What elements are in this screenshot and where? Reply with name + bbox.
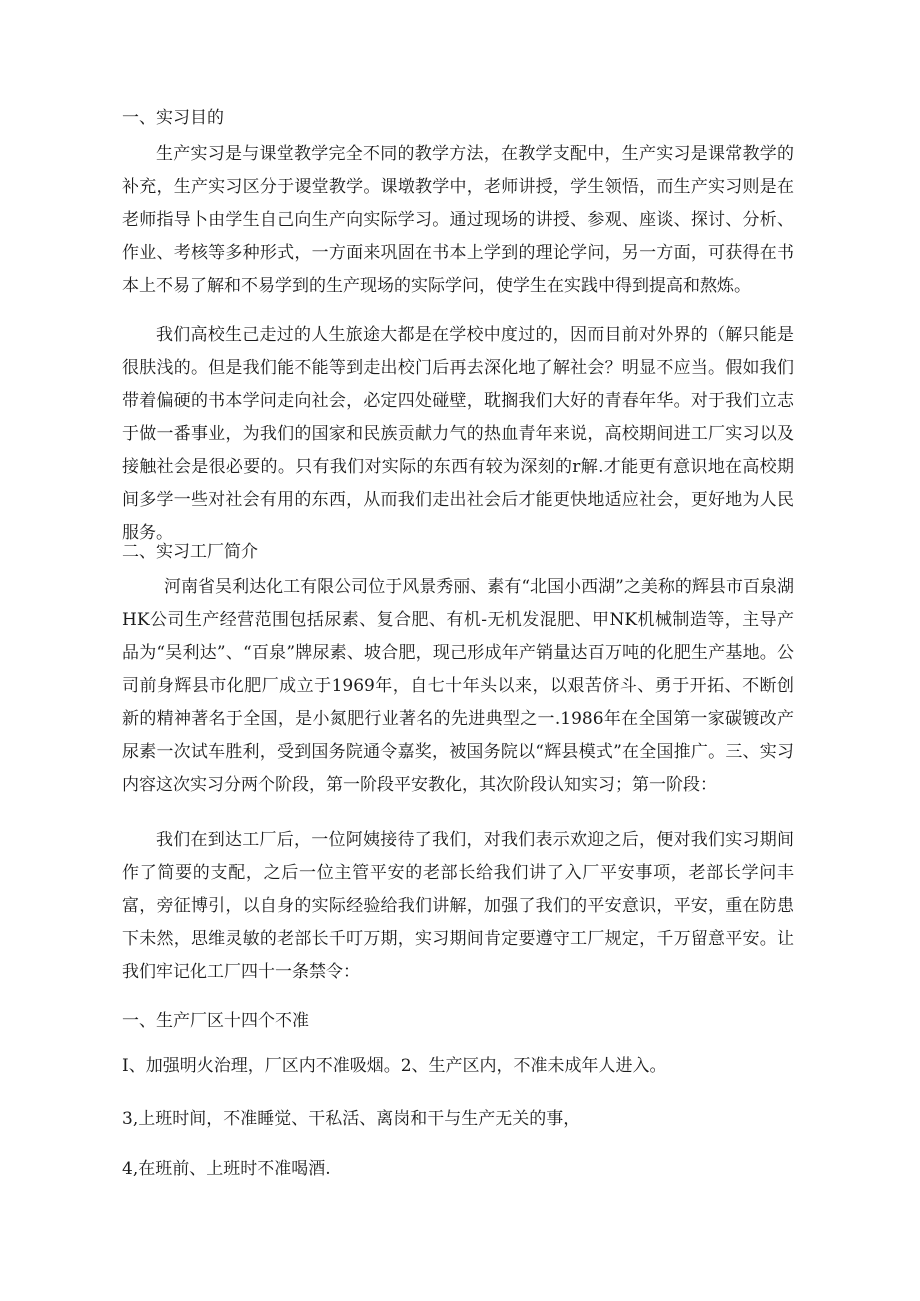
rule-item-1-2: I、加强明火治理，厂区内不准吸烟。2、生产区内，不准未成年人进入。 (122, 1056, 667, 1076)
rule-item-4: 4,在班前、上班时不准喝酒. (122, 1159, 331, 1179)
paragraph-safety-training: 我们在到达工厂后，一位阿姨接待了我们，对我们表示欢迎之后，便对我们实习期间作了简要的支配，之后一位主管平安的老部长给我们讲了入厂平安事项，老部长学问丰富，旁征博引，以自身的实际经验给我们讲解，加强了我们的平安意识，平安，重在防患下未然，思维灵敏的老部长千叮万期，实习期间肯定要遵守工厂规定，千万留意平安。让我们牢记化工厂四十一条禁令： (122, 830, 794, 982)
section-heading-purpose: 一、实习目的 (122, 108, 224, 128)
paragraph-purpose-2: 我们高校生己走过的人生旅途大都是在学校中度过的，因而目前对外界的（解只能是很肤浅的。但是我们能不能等到走出校门后再去深化地了解社会？明显不应当。假如我们带着偏硬的书本学问走向社会，必定四处碰壁，耽搁我们大好的青春年华。对于我们立志于做一番事业，为我们的国家和民族贡献力气的热血青年来说，高校期间进工厂实习以及接触社会是很必要的。只有我们对实际的东西有较为深刻的r解.才能更有意识地在高校期间多学一些对社会有用的东西，从而我们走出社会后才能更快地适应社会，更好地为人民服务。 (122, 325, 794, 543)
paragraph-factory-intro: 河南省吴利达化工有限公司位于风景秀丽、素有“北国小西湖”之美称的辉县市百泉湖HK公司生产经营范围包括尿素、复合肥、有机-无机发混肥、甲NK机械制造等，主导产品为“吴利达”、“百泉”牌尿素、坡合肥，现己形成年产销量达百万吨的化肥生产基地。公司前身辉县市化肥厂成立于1969年，自七十年头以来，以艰苦侪斗、勇于开拓、不断创新的精神著名于全国，是小氮肥行业著名的先进典型之一.1986年在全国第一家碳镀改产尿素一次试车胜利，受到国务院通令嘉奖，被国务院以“辉县模式”在全国推广。三、实习内容这次实习分两个阶段，第一阶段平安教化，其次阶段认知实习；第一阶段： (122, 577, 794, 795)
paragraph-purpose-1: 生产实习是与课堂教学完全不同的教学方法，在教学支配中，生产实习是课常教学的补充，生产实习区分于谡堂教学。课墩教学中，老师讲授，学生领悟，而生产实习则是在老师指导卜由学生自己向生产向实际学习。通过现场的讲授、参观、座谈、探讨、分析、作业、考核等多种形式，一方面来巩固在书本上学到的理论学问，另一方面，可获得在书本上不易了解和不易学到的生产现场的实际学问，使学生在实践中得到提高和熬炼。 (122, 144, 794, 296)
section-heading-factory: 二、实习工厂简介 (122, 542, 258, 562)
section-heading-rules: 一、生产厂区十四个不准 (122, 1011, 309, 1031)
rule-item-3: 3,上班时间，不准睡觉、干私活、离岗和干与生产无关的事， (122, 1109, 581, 1129)
